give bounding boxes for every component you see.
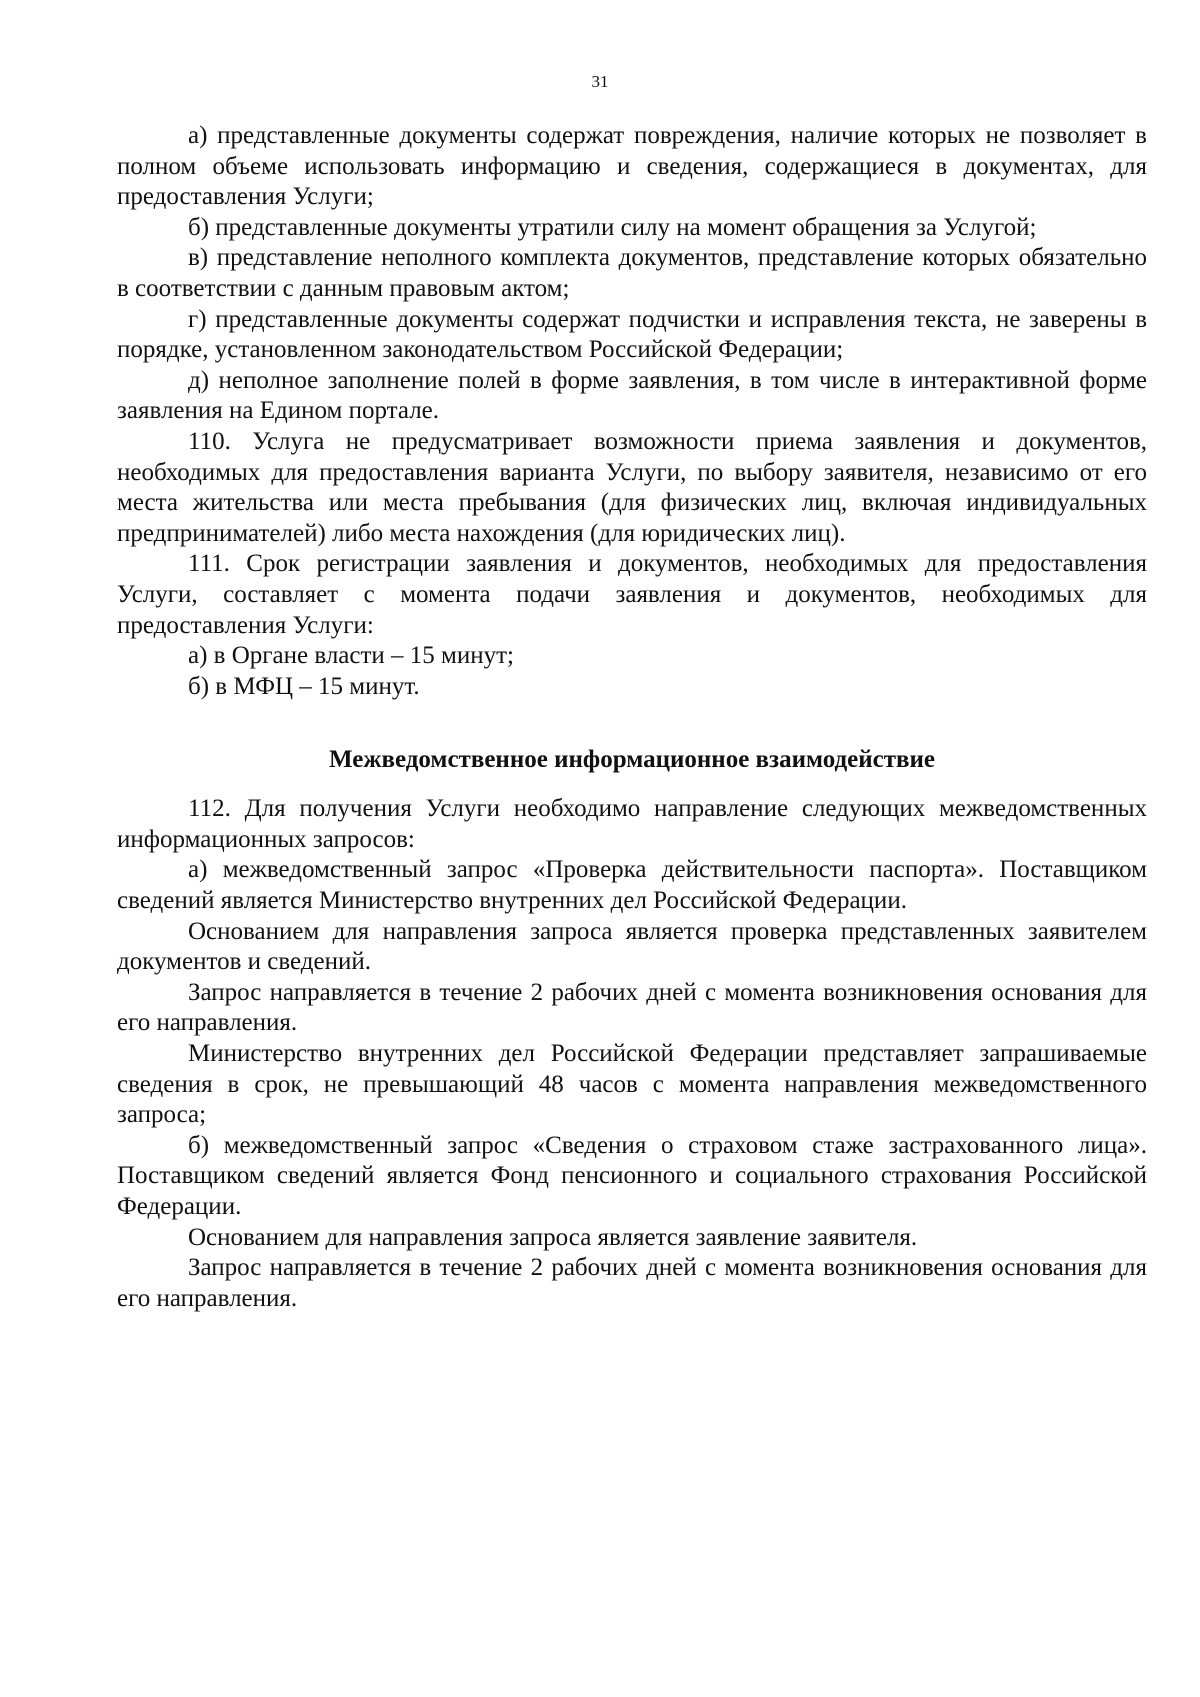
- paragraph-mvd-response: Министерство внутренних дел Российской Федерации представляет запрашиваемые сведения в срок, не превышающий 48 часов с момента направления межведомственного запроса;: [117, 1040, 1147, 1129]
- paragraph-111-b: б) в МФЦ – 15 минут.: [188, 672, 420, 700]
- paragraph-110: 110. Услуга не предусматривает возможности приема заявления и документов, необходимых для предоставления варианта Услуги, по выбору заявителя, независимо от его места жительства или места пребывания (для физических лиц, включая индивидуальных предпринимателей) либо места нахождения (для юридических лиц).: [117, 427, 1147, 547]
- paragraph-basis-passport: Основанием для направления запроса является проверка представленных заявителем документов и сведений.: [117, 917, 1147, 976]
- paragraph-111: 111. Срок регистрации заявления и документов, необходимых для предоставления Услуги, составляет с момента подачи заявления и документов, необходимых для предоставления Услуги:: [117, 550, 1147, 639]
- paragraph-112-a: а) межведомственный запрос «Проверка действительности паспорта». Поставщиком сведений является Министерство внутренних дел Российской Федерации.: [117, 856, 1147, 915]
- spacer: [117, 702, 1147, 745]
- paragraph-item-a-damaged: а) представленные документы содержат повреждения, наличие которых не позволяет в полном объеме использовать информацию и сведения, содержащиеся в документах, для предоставления Услуги;: [117, 122, 1147, 211]
- page-content: [117, 121, 1147, 1314]
- section-heading: Межведомственное информационное взаимодействие: [329, 746, 935, 774]
- paragraph-item-b-expired: б) представленные документы утратили силу на момент обращения за Услугой;: [188, 213, 1037, 241]
- paragraph-112-b: б) межведомственный запрос «Сведения о страховом стаже застрахованного лица». Поставщиком сведений является Фонд пенсионного и социального страхования Российской Федерации.: [117, 1131, 1147, 1220]
- paragraph-deadline-insurance: Запрос направляется в течение 2 рабочих дней с момента возникновения основания для его направления.: [117, 1254, 1147, 1312]
- paragraph-basis-insurance: Основанием для направления запроса является заявление заявителя.: [188, 1223, 918, 1251]
- paragraph-item-v-incomplete: в) представление неполного комплекта документов, представление которых обязательно в соответствии с данным правовым актом;: [117, 244, 1147, 302]
- paragraph-item-d-form-fields: д) неполное заполнение полей в форме заявления, в том числе в интерактивной форме заявления на Едином портале.: [117, 366, 1147, 425]
- paragraph-deadline-passport: Запрос направляется в течение 2 рабочих дней с момента возникновения основания для его направления.: [117, 978, 1147, 1037]
- page-number: 31: [591, 72, 609, 91]
- spacer: [117, 775, 1147, 794]
- paragraph-112: 112. Для получения Услуги необходимо направление следующих межведомственных информационных запросов:: [117, 795, 1147, 853]
- paragraph-item-g-erasures: г) представленные документы содержат подчистки и исправления текста, не заверены в порядке, установленном законодательством Российской Федерации;: [117, 305, 1147, 364]
- paragraph-111-a: а) в Органе власти – 15 минут;: [188, 642, 515, 670]
